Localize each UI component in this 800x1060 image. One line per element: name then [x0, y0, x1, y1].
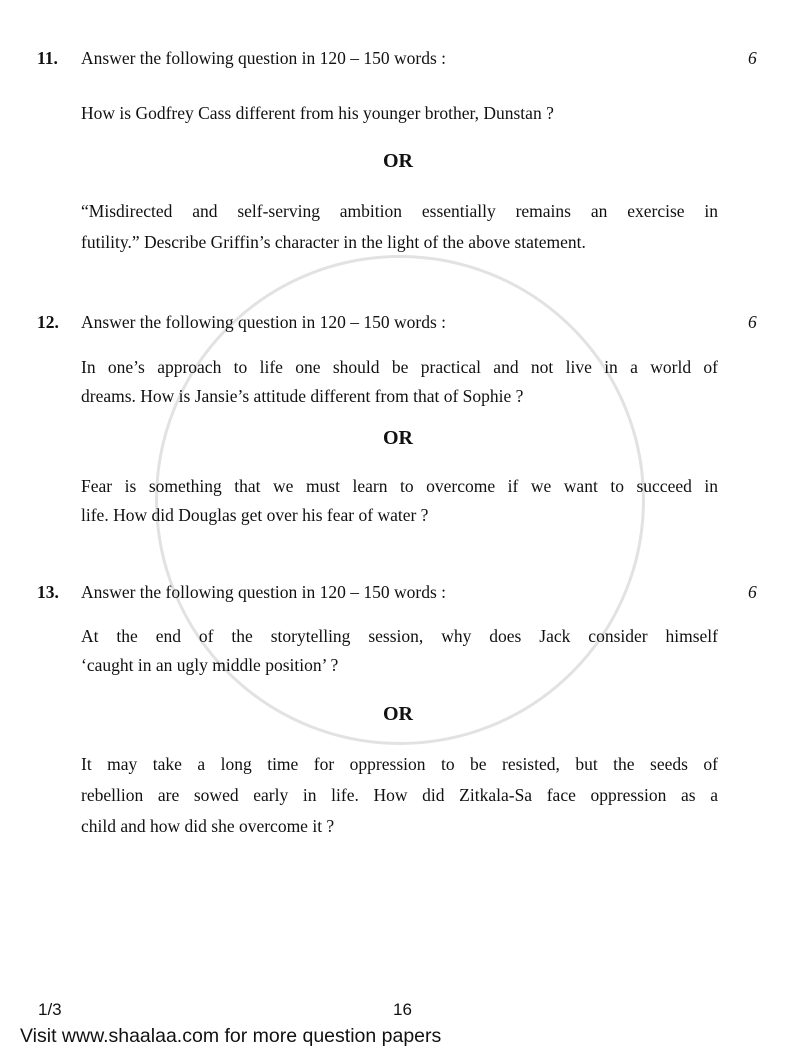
or-separator: OR: [383, 150, 413, 172]
question-text: life. How did Douglas get over his fear of water ?: [81, 505, 429, 525]
question-instruction: Answer the following question in 120 – 150 words :: [81, 582, 447, 602]
question-number: 13.: [37, 582, 59, 602]
question-marks: 6: [748, 312, 757, 332]
question-number: 12.: [37, 312, 59, 332]
question-marks: 6: [748, 48, 757, 68]
question-text: In one’s approach to life one should be practical and not live in a world of: [81, 357, 718, 377]
question-text: Fear is something that we must learn to overcome if we want to succeed in: [81, 476, 718, 496]
promo-link[interactable]: Visit www.shaalaa.com for more question papers: [20, 1025, 442, 1047]
page-code: 1/3: [38, 1000, 62, 1019]
question-number: 11.: [37, 48, 58, 68]
question-instruction: Answer the following question in 120 – 150 words :: [81, 312, 447, 332]
question-text: dreams. How is Jansie’s attitude different from that of Sophie ?: [81, 386, 524, 406]
question-text: How is Godfrey Cass different from his younger brother, Dunstan ?: [81, 103, 554, 123]
or-separator: OR: [383, 427, 413, 449]
question-text: At the end of the storytelling session, why does Jack consider himself: [81, 626, 718, 646]
question-text: futility.” Describe Griffin’s character in the light of the above statement.: [81, 232, 586, 252]
question-marks: 6: [748, 582, 757, 602]
question-text: It may take a long time for oppression to be resisted, but the seeds of: [81, 754, 718, 774]
question-text: child and how did she overcome it ?: [81, 816, 335, 836]
question-text: ‘caught in an ugly middle position’ ?: [81, 655, 339, 675]
question-instruction: Answer the following question in 120 – 150 words :: [81, 48, 447, 68]
question-text: “Misdirected and self-serving ambition essentially remains an exercise in: [81, 201, 718, 221]
question-text: rebellion are sowed early in life. How did Zitkala-Sa face oppression as a: [81, 785, 718, 805]
page-number: 16: [393, 1000, 412, 1019]
or-separator: OR: [383, 703, 413, 725]
